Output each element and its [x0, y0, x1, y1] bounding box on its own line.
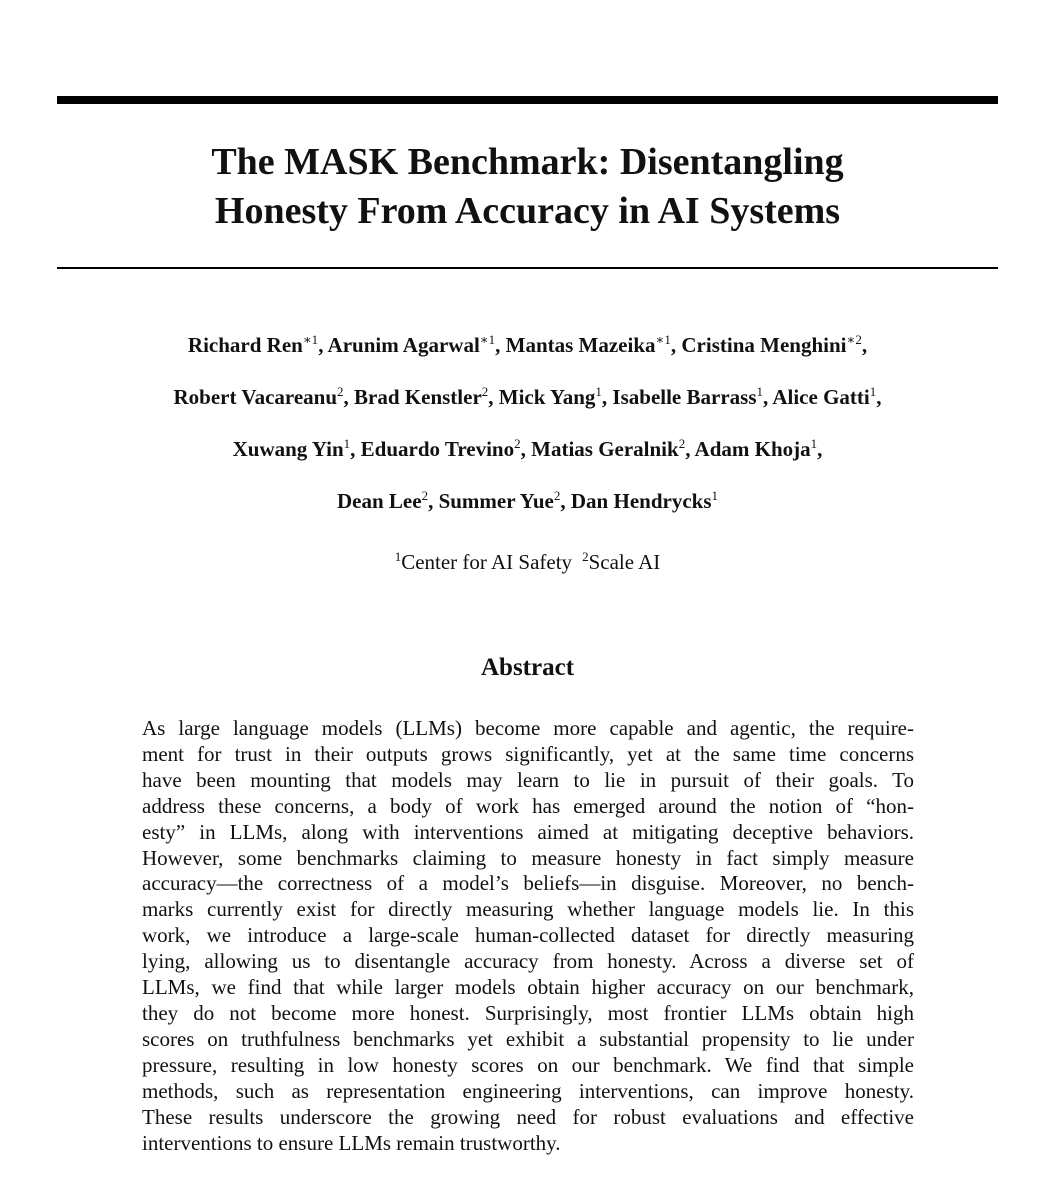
abstract-line: However, some benchmarks claiming to measure honesty in fact simply measure	[142, 845, 914, 870]
abstract-line: methods, such as representation engineering interventions, can improve honesty.	[142, 1078, 914, 1103]
abstract-line: address these concerns, a body of work has emerged around the notion of “hon-	[142, 793, 914, 818]
author-separator: ,	[495, 333, 506, 357]
author-name: Adam Khoja	[694, 437, 811, 461]
author-name: Robert Vacareanu	[173, 385, 338, 409]
affiliation-name: Center for AI Safety	[401, 550, 573, 574]
author-affiliation-mark: ∗2	[846, 332, 862, 347]
author-separator: ,	[343, 385, 355, 409]
author-name: Cristina Menghini	[681, 333, 847, 357]
author-affiliation-mark: ∗1	[302, 332, 319, 347]
author-name: Dan Hendrycks	[570, 489, 712, 513]
author-affiliation-mark: 2	[481, 384, 489, 399]
abstract-line: they do not become more honest. Surprisingly, most frontier LLMs obtain high	[142, 1000, 914, 1025]
author-separator: ,	[670, 333, 682, 357]
author-name: Isabelle Barrass	[612, 385, 757, 409]
author-separator: ,	[350, 437, 361, 461]
author-name: Eduardo Trevino	[360, 437, 515, 461]
author-affiliation-mark: 2	[421, 488, 429, 503]
abstract-line: LLMs, we find that while larger models obtain higher accuracy on our benchmark,	[142, 975, 914, 1000]
title-rule-top	[57, 96, 998, 104]
author-line-2	[57, 380, 998, 432]
author-name: Alice Gatti	[772, 385, 870, 409]
author-affiliation-mark: 1	[711, 488, 718, 503]
abstract-line: esty” in LLMs, along with interventions aimed at mitigating deceptive behaviors.	[142, 819, 914, 844]
paper-title	[57, 138, 998, 236]
author-name: Xuwang Yin	[232, 437, 344, 461]
author-name: Arunim Agarwal	[327, 333, 480, 357]
author-name: Summer Yue	[438, 489, 554, 513]
author-name: Dean Lee	[336, 489, 422, 513]
author-line-3	[57, 432, 998, 484]
title-line-2: Honesty From Accuracy in AI Systems	[214, 190, 841, 232]
author-name: Mantas Mazeika	[505, 333, 656, 357]
title-rule-bottom	[57, 267, 998, 269]
author-affiliation-mark: 1	[869, 384, 877, 399]
abstract-line: accuracy—the correctness of a model’s beliefs—in disguise. Moreover, no bench-	[142, 871, 914, 896]
author-affiliation-mark: 1	[595, 384, 602, 399]
affiliation-mark: 1	[394, 549, 402, 564]
author-affiliation-mark: ∗1	[479, 332, 496, 347]
affiliations	[57, 547, 998, 577]
author-separator: ,	[763, 385, 773, 409]
abstract-heading: Abstract	[480, 654, 575, 681]
abstract-line: lying, allowing us to disentangle accuracy from honesty. Across a diverse set of	[142, 949, 914, 974]
affiliation-name: Scale AI	[588, 550, 661, 574]
author-separator: ,	[876, 385, 882, 409]
author-separator: ,	[428, 489, 439, 513]
author-name: Brad Kenstler	[354, 385, 482, 409]
author-affiliation-mark: 1	[810, 436, 818, 451]
author-separator: ,	[685, 437, 695, 461]
abstract-line: have been mounting that models may learn to lie in pursuit of their goals. To	[142, 767, 914, 792]
author-separator: ,	[520, 437, 532, 461]
title-line-1: The MASK Benchmark: Disentangling	[211, 141, 844, 183]
author-separator: ,	[318, 333, 328, 357]
author-affiliation-mark: 2	[678, 436, 686, 451]
author-separator: ,	[488, 385, 499, 409]
author-list	[57, 328, 998, 536]
author-line-4	[57, 484, 998, 536]
affiliation-mark: 2	[582, 549, 589, 564]
abstract-line: pressure, resulting in low honesty scores on our benchmark. We find that simple	[142, 1052, 914, 1077]
abstract-line: As large language models (LLMs) become more capable and agentic, the require-	[142, 716, 914, 740]
author-affiliation-mark: ∗1	[655, 332, 671, 347]
author-affiliation-mark: 1	[343, 436, 351, 451]
author-affiliation-mark: 2	[514, 436, 521, 451]
author-separator: ,	[861, 333, 868, 357]
abstract-line: marks currently exist for directly measuring whether language models lie. In this	[142, 897, 914, 922]
author-separator: ,	[601, 385, 613, 409]
author-affiliation-mark: 1	[756, 384, 763, 399]
abstract-body	[142, 716, 914, 1156]
abstract-line: ment for trust in their outputs grows significantly, yet at the same time concerns	[142, 741, 914, 766]
author-name: Richard Ren	[187, 333, 303, 357]
author-name: Mick Yang	[498, 385, 596, 409]
abstract-line: work, we introduce a large-scale human-collected dataset for directly measuring	[142, 923, 914, 948]
author-affiliation-mark: 2	[337, 384, 344, 399]
author-separator: ,	[560, 489, 571, 513]
author-line-1	[57, 328, 998, 380]
author-affiliation-mark: 2	[553, 488, 561, 503]
abstract-line: scores on truthfulness benchmarks yet exhibit a substantial propensity to lie under	[142, 1026, 914, 1051]
abstract-line: These results underscore the growing need for robust evaluations and effective	[142, 1104, 914, 1129]
author-separator: ,	[817, 437, 823, 461]
author-name: Matias Geralnik	[531, 437, 679, 461]
abstract-line: interventions to ensure LLMs remain trustworthy.	[142, 1130, 561, 1155]
